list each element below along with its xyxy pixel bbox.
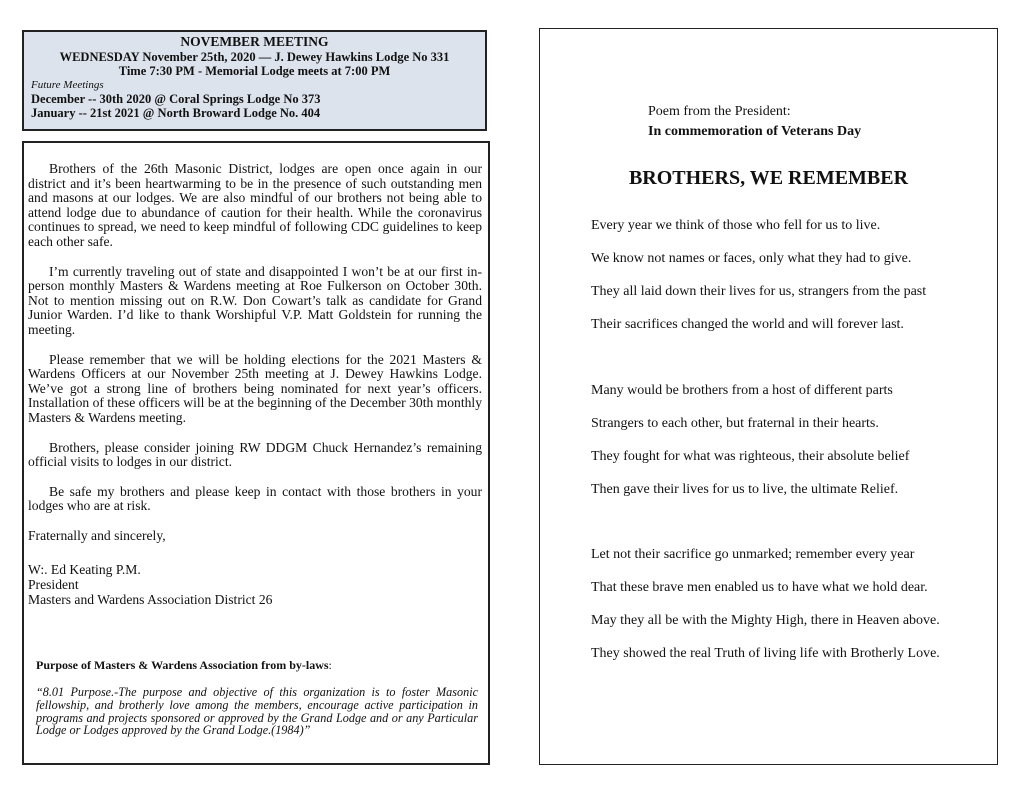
poem-line: Many would be brothers from a host of different parts	[591, 383, 893, 398]
purpose-heading	[36, 658, 332, 673]
signature-organization: Masters and Wardens Association District 26	[28, 591, 273, 607]
signature-block	[28, 563, 482, 607]
letter-paragraph: Be safe my brothers and please keep in contact with those brothers in your lodges who are at risk.	[28, 483, 482, 514]
signature-title: President	[28, 577, 79, 593]
poem-line: Let not their sacrifice go unmarked; remember every year	[591, 547, 915, 562]
poem-stanza-3	[591, 546, 991, 678]
poem-line: That these brave men enabled us to have what we hold dear.	[591, 580, 928, 595]
letter-closing: Fraternally and sincerely,	[28, 527, 166, 543]
purpose-heading-text: Purpose of Masters & Wardens Association from by-laws	[36, 658, 329, 672]
poem-line: They all laid down their lives for us, strangers from the past	[591, 284, 927, 299]
purpose-quote: “8.01 Purpose.-The purpose and objective of this organization is to foster Masonic fellowship, and brotherly love among the members, encourage active participation in programs and projects sponsored or approved by the Grand Lodge and or any Particular Lodge or Lodges approved by the Grand Lodge.(1984)”	[36, 685, 478, 738]
poem-stanza-1	[591, 217, 991, 349]
poem-title: BROTHERS, WE REMEMBER	[628, 167, 909, 189]
letter-body	[28, 162, 482, 607]
letter-paragraph: I’m currently traveling out of state and disappointed I won’t be at our first in-person monthly Masters & Wardens meeting at Roe Fulkerson on October 30th. Not to mention missing out on R.W. Don Cowart’s talk as candidate for Grand Junior Warden. I’d like to thank Worshipful V.P. Matt Goldstein for running the meeting.	[28, 263, 482, 337]
meeting-date-line: WEDNESDAY November 25th, 2020 — J. Dewey Hawkins Lodge No 331	[59, 50, 450, 64]
future-meeting-december: December -- 30th 2020 @ Coral Springs Lodge No 373	[31, 92, 321, 106]
poem-line: Every year we think of those who fell for us to live.	[591, 218, 881, 233]
poem-line: Their sacrifices changed the world and will forever last.	[591, 317, 904, 332]
poem-line: Then gave their lives for us to live, the ultimate Relief.	[591, 482, 899, 497]
poem-line: They fought for what was righteous, their absolute belief	[591, 449, 910, 464]
poem-stanza-2	[591, 382, 991, 514]
poem-intro: Poem from the President:	[648, 104, 791, 119]
poem-line: We know not names or faces, only what they had to give.	[591, 251, 912, 266]
letter-paragraph: Please remember that we will be holding elections for the 2021 Masters & Wardens Officers at our November 25th meeting at J. Dewey Hawkins Lodge. We’ve got a strong line of brothers being nominated for next year’s officers. Installation of these officers will be at the beginning of the December 30th monthly Masters & Wardens meeting.	[28, 351, 482, 425]
poem-line: They showed the real Truth of living life with Brotherly Love.	[591, 646, 940, 661]
future-meetings-label: Future Meetings	[31, 79, 104, 91]
poem-line: Strangers to each other, but fraternal in their hearts.	[591, 416, 879, 431]
poem-line: May they all be with the Mighty High, there in Heaven above.	[591, 613, 940, 628]
signature-name: W:. Ed Keating P.M.	[28, 562, 141, 578]
future-meeting-january: January -- 21st 2021 @ North Broward Lodge No. 404	[31, 106, 321, 120]
meeting-info-box	[22, 30, 487, 131]
meeting-time-line: Time 7:30 PM - Memorial Lodge meets at 7:00 PM	[118, 64, 391, 78]
poem-subtitle: In commemoration of Veterans Day	[648, 124, 862, 139]
purpose-heading-colon: :	[328, 658, 332, 672]
meeting-title: NOVEMBER MEETING	[180, 34, 329, 49]
letter-paragraph: Brothers of the 26th Masonic District, lodges are open once again in our district and it’s been heartwarming to be in the presence of such outstanding men and masons at our lodges. We are also mindful of our brothers not being able to attend lodge due to abundance of caution for their health. While the coronavirus continues to spread, we need to keep mindful of following CDC guidelines to keep each other safe.	[28, 161, 482, 249]
letter-paragraph: Brothers, please consider joining RW DDGM Chuck Hernandez’s remaining official visits to lodges in our district.	[28, 439, 482, 470]
